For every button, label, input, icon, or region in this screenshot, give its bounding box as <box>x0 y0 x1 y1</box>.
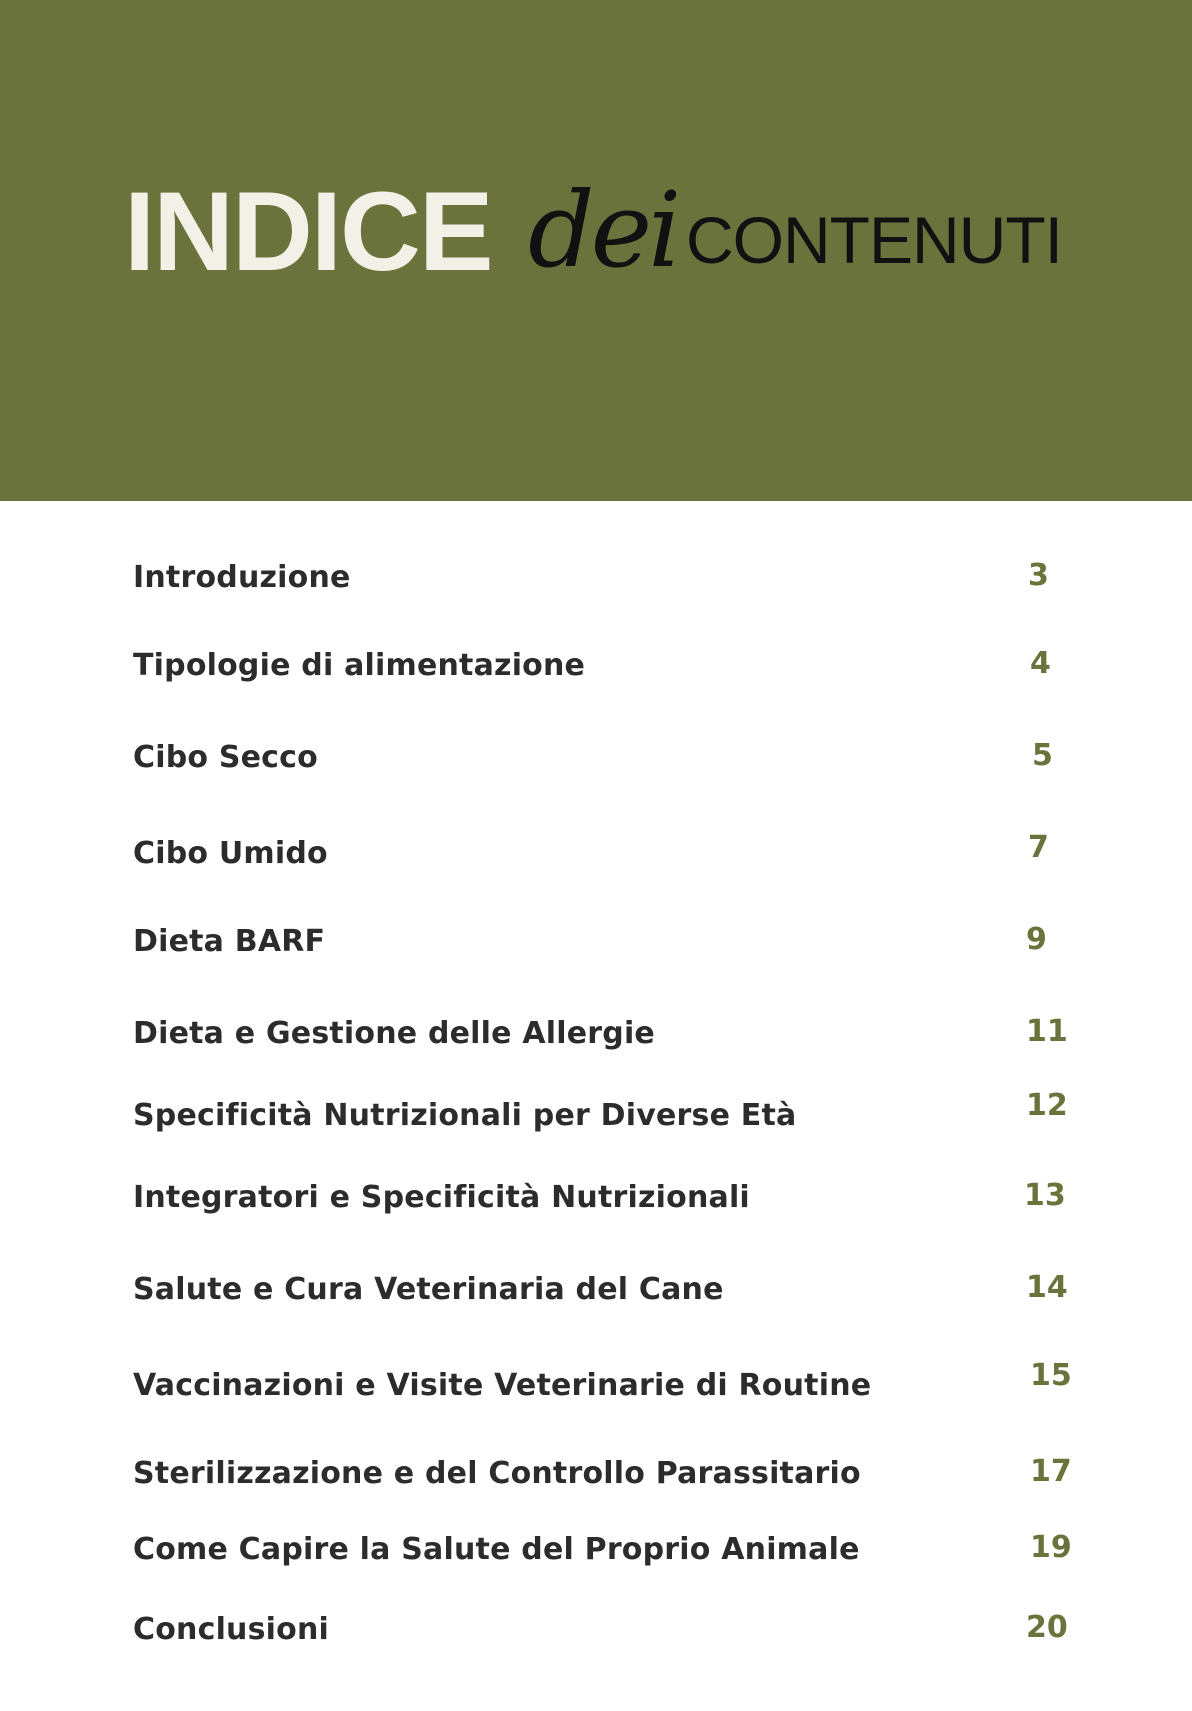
page-title: INDICE <box>124 169 492 294</box>
toc-item-title: Vaccinazioni e Visite Veterinarie di Routine <box>133 1368 872 1403</box>
toc-item-page: 5 <box>1032 738 1053 773</box>
toc-item-diverse-eta[interactable] <box>0 1086 1192 1146</box>
toc-item-title: Salute e Cura Veterinaria del Cane <box>133 1272 724 1307</box>
toc-item-cibo-umido[interactable] <box>0 824 1192 884</box>
toc-item-salute-cura[interactable] <box>0 1260 1192 1320</box>
toc-item-page: 17 <box>1030 1454 1072 1489</box>
toc-item-page: 11 <box>1026 1014 1068 1049</box>
toc-item-page: 4 <box>1030 646 1051 681</box>
toc-item-title: Sterilizzazione e del Controllo Parassitario <box>133 1456 861 1491</box>
toc-item-title: Conclusioni <box>133 1612 329 1647</box>
toc-item-introduzione[interactable] <box>0 548 1192 608</box>
toc-item-title: Cibo Umido <box>133 836 328 871</box>
toc-item-page: 9 <box>1026 922 1047 957</box>
toc-item-dieta-barf[interactable] <box>0 912 1192 972</box>
toc-item-page: 14 <box>1026 1270 1068 1305</box>
toc-item-sterilizzazione[interactable] <box>0 1444 1192 1504</box>
toc-item-title: Dieta BARF <box>133 924 326 959</box>
header-banner <box>0 0 1192 501</box>
toc-item-tipologie[interactable] <box>0 636 1192 696</box>
toc-item-vaccinazioni[interactable] <box>0 1356 1192 1416</box>
toc-item-cibo-secco[interactable] <box>0 728 1192 788</box>
toc-item-page: 3 <box>1028 558 1049 593</box>
page-title-script: dei <box>528 169 678 291</box>
toc-item-page: 20 <box>1026 1610 1068 1645</box>
toc-item-integratori[interactable] <box>0 1168 1192 1228</box>
toc-item-page: 7 <box>1028 830 1049 865</box>
toc-item-title: Integratori e Specificità Nutrizionali <box>133 1180 750 1215</box>
toc-item-conclusioni[interactable] <box>0 1600 1192 1660</box>
page-subtitle: CONTENUTI <box>686 203 1062 277</box>
toc-item-title: Cibo Secco <box>133 740 318 775</box>
toc-item-title: Introduzione <box>133 560 351 595</box>
toc-item-page: 19 <box>1030 1530 1072 1565</box>
toc-item-page: 13 <box>1024 1178 1066 1213</box>
toc-item-page: 15 <box>1030 1358 1072 1393</box>
toc-item-title: Specificità Nutrizionali per Diverse Età <box>133 1098 797 1133</box>
toc-item-title: Dieta e Gestione delle Allergie <box>133 1016 655 1051</box>
toc-item-capire-salute[interactable] <box>0 1520 1192 1580</box>
toc-item-allergie[interactable] <box>0 1004 1192 1064</box>
toc-item-title: Come Capire la Salute del Proprio Animale <box>133 1532 860 1567</box>
toc-item-page: 12 <box>1026 1088 1068 1123</box>
toc-item-title: Tipologie di alimentazione <box>133 648 586 683</box>
